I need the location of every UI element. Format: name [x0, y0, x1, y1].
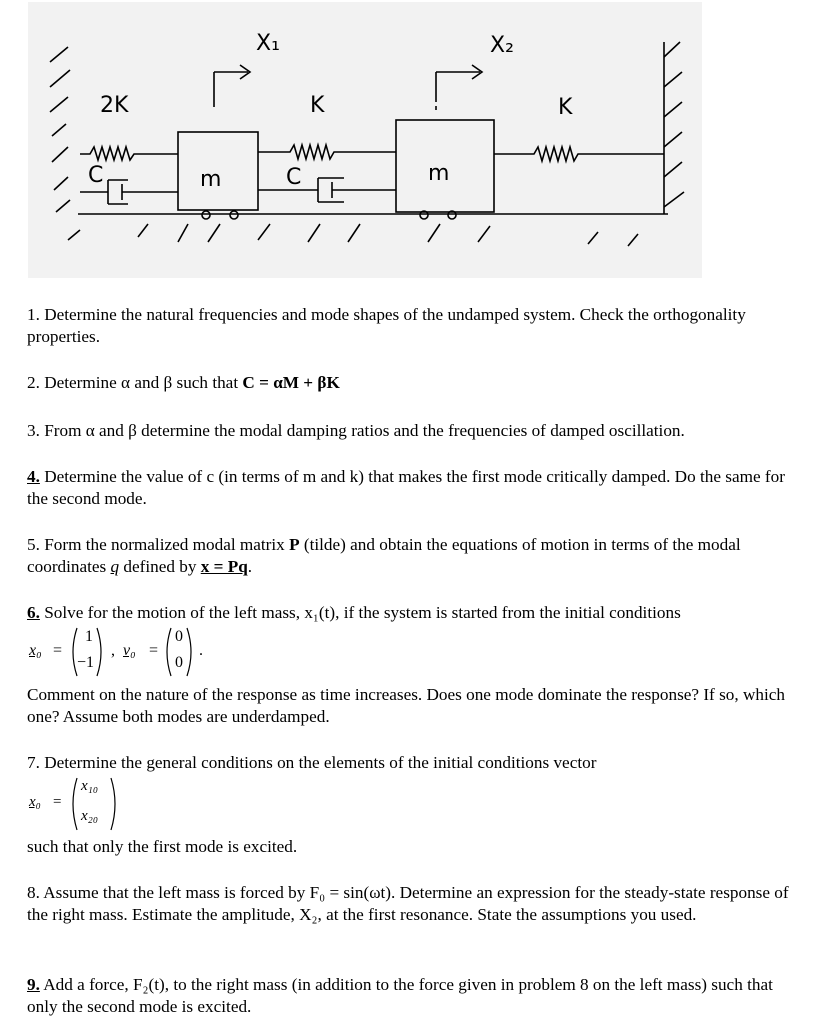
question-text: Determine the general conditions on the elements of the initial conditions vector: [44, 753, 597, 772]
question-number: 7.: [27, 753, 40, 772]
question-7-after: such that only the first mode is excited.: [27, 837, 298, 856]
x0-bottom-value: x₂₀: [81, 808, 99, 824]
v0-top-value: 0: [175, 628, 183, 645]
mass-left-label: m: [200, 167, 222, 192]
question-number: 8.: [27, 883, 40, 902]
x2-label: X₂: [490, 33, 514, 58]
x0-label: x₀: [29, 794, 41, 810]
spring-right-label: K: [558, 95, 573, 120]
question-text: such that: [172, 373, 243, 392]
equals-sign: =: [149, 642, 159, 659]
question-text: Determine the value of c (in terms of m and k) that makes the first mode critically damped. Do the same for the second mode.: [27, 467, 785, 508]
equals-sign: =: [53, 642, 63, 659]
initial-conditions-q6: [27, 626, 327, 678]
question-6-comment: Comment on the nature of the response as time increases. Does one mode dominate the response? If so, which one? Assume both modes are underdamped.: [27, 685, 785, 726]
question-8: [27, 882, 797, 926]
damper-mid-label: C: [286, 165, 302, 190]
x0-bottom-value: −1: [77, 654, 95, 671]
beta-symbol: β: [163, 373, 173, 392]
question-6: [27, 602, 797, 624]
question-text: and: [130, 373, 164, 392]
damping-equation: C = αM + βK: [242, 373, 340, 392]
question-9: [27, 974, 797, 1018]
question-text: Assume that the left mass is forced by F₀ = sin(ωt). Determine an expression for the steady-state response of the right mass. Estimate the amplitude, X₂, at the first resonance. State the assumptions you used.: [27, 883, 789, 924]
question-text: defined by: [119, 557, 201, 576]
question-7: [27, 752, 797, 774]
v0-bottom-value: 0: [175, 654, 183, 671]
damper-left-label: C: [88, 163, 104, 188]
question-3: [27, 420, 797, 442]
mechanical-system-figure: [28, 2, 702, 278]
question-5: [27, 534, 797, 578]
question-text: Determine: [44, 373, 122, 392]
x0-top-value: 1: [85, 628, 93, 645]
spring-mass-damper-diagram: [28, 2, 702, 278]
question-number: 9.: [27, 975, 40, 994]
v0-label: v₀: [123, 642, 136, 659]
question-number: 3.: [27, 421, 40, 440]
question-2: [27, 372, 797, 394]
question-number: 5.: [27, 535, 40, 554]
question-1: [27, 304, 797, 348]
period: .: [199, 642, 203, 659]
question-text: (tilde) and obtain the equations of motion in terms of the modal coordinates: [27, 535, 741, 576]
spring-left-label: 2K: [100, 93, 129, 118]
x0-label: x₀: [29, 642, 42, 659]
question-text: Solve for the motion of the left mass, x₁(t), if the system is started from the initial conditions: [44, 603, 681, 622]
question-4: [27, 466, 797, 510]
modal-coordinate-symbol: q: [110, 557, 120, 576]
x0-top-value: x₁₀: [81, 778, 99, 794]
transform-equation: x = Pq: [200, 557, 248, 576]
mass-right-label: m: [428, 161, 450, 186]
x1-label: X₁: [256, 31, 280, 56]
modal-matrix-symbol: P: [289, 535, 300, 554]
comma: ,: [111, 642, 115, 659]
question-text: .: [247, 557, 253, 576]
alpha-symbol: α: [121, 373, 131, 392]
question-text: Determine the natural frequencies and mode shapes of the undamped system. Check the orthogonality properties.: [27, 305, 746, 346]
question-number: 2.: [27, 373, 40, 392]
question-number: 4.: [27, 467, 40, 486]
question-number: 6.: [27, 603, 40, 622]
spring-mid-label: K: [310, 93, 325, 118]
initial-conditions-q7: [27, 776, 227, 832]
question-text: From α and β determine the modal damping ratios and the frequencies of damped oscillation.: [44, 421, 685, 440]
question-text: Add a force, F₂(t), to the right mass (in addition to the force given in problem 8 on the left mass) such that only the second mode is excited.: [27, 975, 773, 1016]
question-number: 1.: [27, 305, 40, 324]
equals-sign: =: [53, 794, 62, 810]
question-text: Form the normalized modal matrix: [44, 535, 290, 554]
